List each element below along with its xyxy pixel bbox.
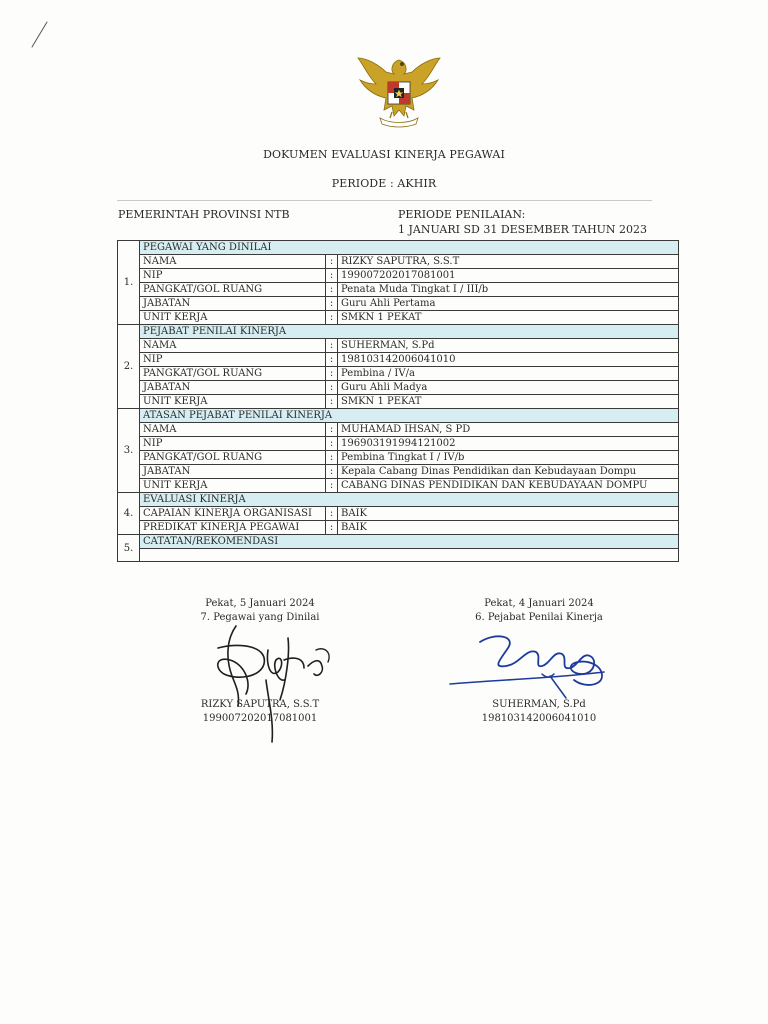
garuda-emblem-icon	[356, 52, 442, 136]
agency-name: PEMERINTAH PROVINSI NTB	[118, 208, 290, 221]
section-number: 1.	[118, 241, 140, 325]
header-divider	[117, 200, 652, 201]
table-row	[118, 381, 679, 395]
table-row	[118, 437, 679, 451]
assessment-period-label: PERIODE PENILAIAN:	[398, 208, 526, 221]
field-colon: :	[326, 255, 338, 269]
table-row	[118, 269, 679, 283]
field-label: NAMA	[140, 255, 326, 269]
table-row	[118, 521, 679, 535]
field-colon: :	[326, 367, 338, 381]
section-header-row	[118, 493, 679, 507]
field-value: Guru Ahli Madya	[338, 381, 679, 395]
field-label: JABATAN	[140, 297, 326, 311]
evaluation-table	[117, 240, 679, 562]
section-title: ATASAN PEJABAT PENILAI KINERJA	[140, 409, 679, 423]
field-label: PREDIKAT KINERJA PEGAWAI	[140, 521, 326, 535]
section-title: EVALUASI KINERJA	[140, 493, 679, 507]
table-row	[118, 465, 679, 479]
left-handwritten-signature	[196, 620, 356, 744]
section-title: PEGAWAI YANG DINILAI	[140, 241, 679, 255]
section-number: 2.	[118, 325, 140, 409]
section-number: 5.	[118, 535, 140, 562]
field-colon: :	[326, 479, 338, 493]
field-colon: :	[326, 311, 338, 325]
field-value: BAIK	[338, 521, 679, 535]
field-value: Penata Muda Tingkat I / III/b	[338, 283, 679, 297]
field-value: Guru Ahli Pertama	[338, 297, 679, 311]
table-row	[118, 311, 679, 325]
field-label: UNIT KERJA	[140, 395, 326, 409]
notes-content	[140, 549, 679, 562]
field-label: CAPAIAN KINERJA ORGANISASI	[140, 507, 326, 521]
field-colon: :	[326, 507, 338, 521]
field-colon: :	[326, 297, 338, 311]
field-value: RIZKY SAPUTRA, S.S.T	[338, 255, 679, 269]
field-colon: :	[326, 451, 338, 465]
section-header-row	[118, 535, 679, 549]
right-signature-role: 6. Pejabat Penilai Kinerja	[475, 612, 603, 623]
section-title: CATATAN/REKOMENDASI	[140, 535, 679, 549]
field-colon: :	[326, 465, 338, 479]
empty-notes-row	[118, 549, 679, 562]
section-header-row	[118, 241, 679, 255]
section-number: 3.	[118, 409, 140, 493]
field-colon: :	[326, 521, 338, 535]
field-value: 198103142006041010	[338, 353, 679, 367]
left-signature-role: 7. Pegawai yang Dinilai	[200, 612, 320, 623]
field-value: BAIK	[338, 507, 679, 521]
table-row	[118, 423, 679, 437]
field-value: 199007202017081001	[338, 269, 679, 283]
field-value: Kepala Cabang Dinas Pendidikan dan Kebudayaan Dompu	[338, 465, 679, 479]
field-value: SMKN 1 PEKAT	[338, 395, 679, 409]
section-header-row	[118, 325, 679, 339]
section-number: 4.	[118, 493, 140, 535]
table-row	[118, 255, 679, 269]
table-row	[118, 451, 679, 465]
assessment-period-value: 1 JANUARI SD 31 DESEMBER TAHUN 2023	[398, 223, 648, 236]
table-row	[118, 479, 679, 493]
field-label: PANGKAT/GOL RUANG	[140, 451, 326, 465]
field-value: SMKN 1 PEKAT	[338, 311, 679, 325]
section-title: PEJABAT PENILAI KINERJA	[140, 325, 679, 339]
right-signature-date: Pekat, 4 Januari 2024	[484, 598, 594, 609]
field-label: JABATAN	[140, 465, 326, 479]
field-label: JABATAN	[140, 381, 326, 395]
right-signer-name: SUHERMAN, S.Pd	[492, 699, 586, 710]
table-row	[118, 367, 679, 381]
field-value: Pembina / IV/a	[338, 367, 679, 381]
left-signer-nip: 199007202017081001	[202, 713, 318, 724]
field-colon: :	[326, 381, 338, 395]
field-label: NAMA	[140, 423, 326, 437]
table-row	[118, 395, 679, 409]
field-value: CABANG DINAS PENDIDIKAN DAN KEBUDAYAAN DOMPU	[338, 479, 679, 493]
field-value: 196903191994121002	[338, 437, 679, 451]
field-colon: :	[326, 437, 338, 451]
table-row	[118, 507, 679, 521]
field-colon: :	[326, 283, 338, 297]
table-row	[118, 339, 679, 353]
field-label: NAMA	[140, 339, 326, 353]
field-value: MUHAMAD IHSAN, S PD	[338, 423, 679, 437]
field-label: UNIT KERJA	[140, 311, 326, 325]
table-row	[118, 353, 679, 367]
field-label: PANGKAT/GOL RUANG	[140, 367, 326, 381]
field-value: SUHERMAN, S.Pd	[338, 339, 679, 353]
pen-mark	[28, 20, 50, 50]
right-signer-nip: 198103142006041010	[481, 713, 597, 724]
table-row	[118, 283, 679, 297]
field-label: NIP	[140, 353, 326, 367]
field-value: Pembina Tingkat I / IV/b	[338, 451, 679, 465]
field-label: NIP	[140, 269, 326, 283]
document-period: PERIODE : AKHIR	[331, 177, 437, 190]
right-handwritten-signature	[446, 628, 616, 700]
field-colon: :	[326, 395, 338, 409]
section-header-row	[118, 409, 679, 423]
left-signature-date: Pekat, 5 Januari 2024	[205, 598, 315, 609]
left-signer-name: RIZKY SAPUTRA, S.S.T	[200, 699, 320, 710]
field-colon: :	[326, 353, 338, 367]
field-label: NIP	[140, 437, 326, 451]
field-label: UNIT KERJA	[140, 479, 326, 493]
document-title: DOKUMEN EVALUASI KINERJA PEGAWAI	[263, 148, 505, 161]
field-colon: :	[326, 269, 338, 283]
table-row	[118, 297, 679, 311]
field-colon: :	[326, 423, 338, 437]
field-colon: :	[326, 339, 338, 353]
field-label: PANGKAT/GOL RUANG	[140, 283, 326, 297]
